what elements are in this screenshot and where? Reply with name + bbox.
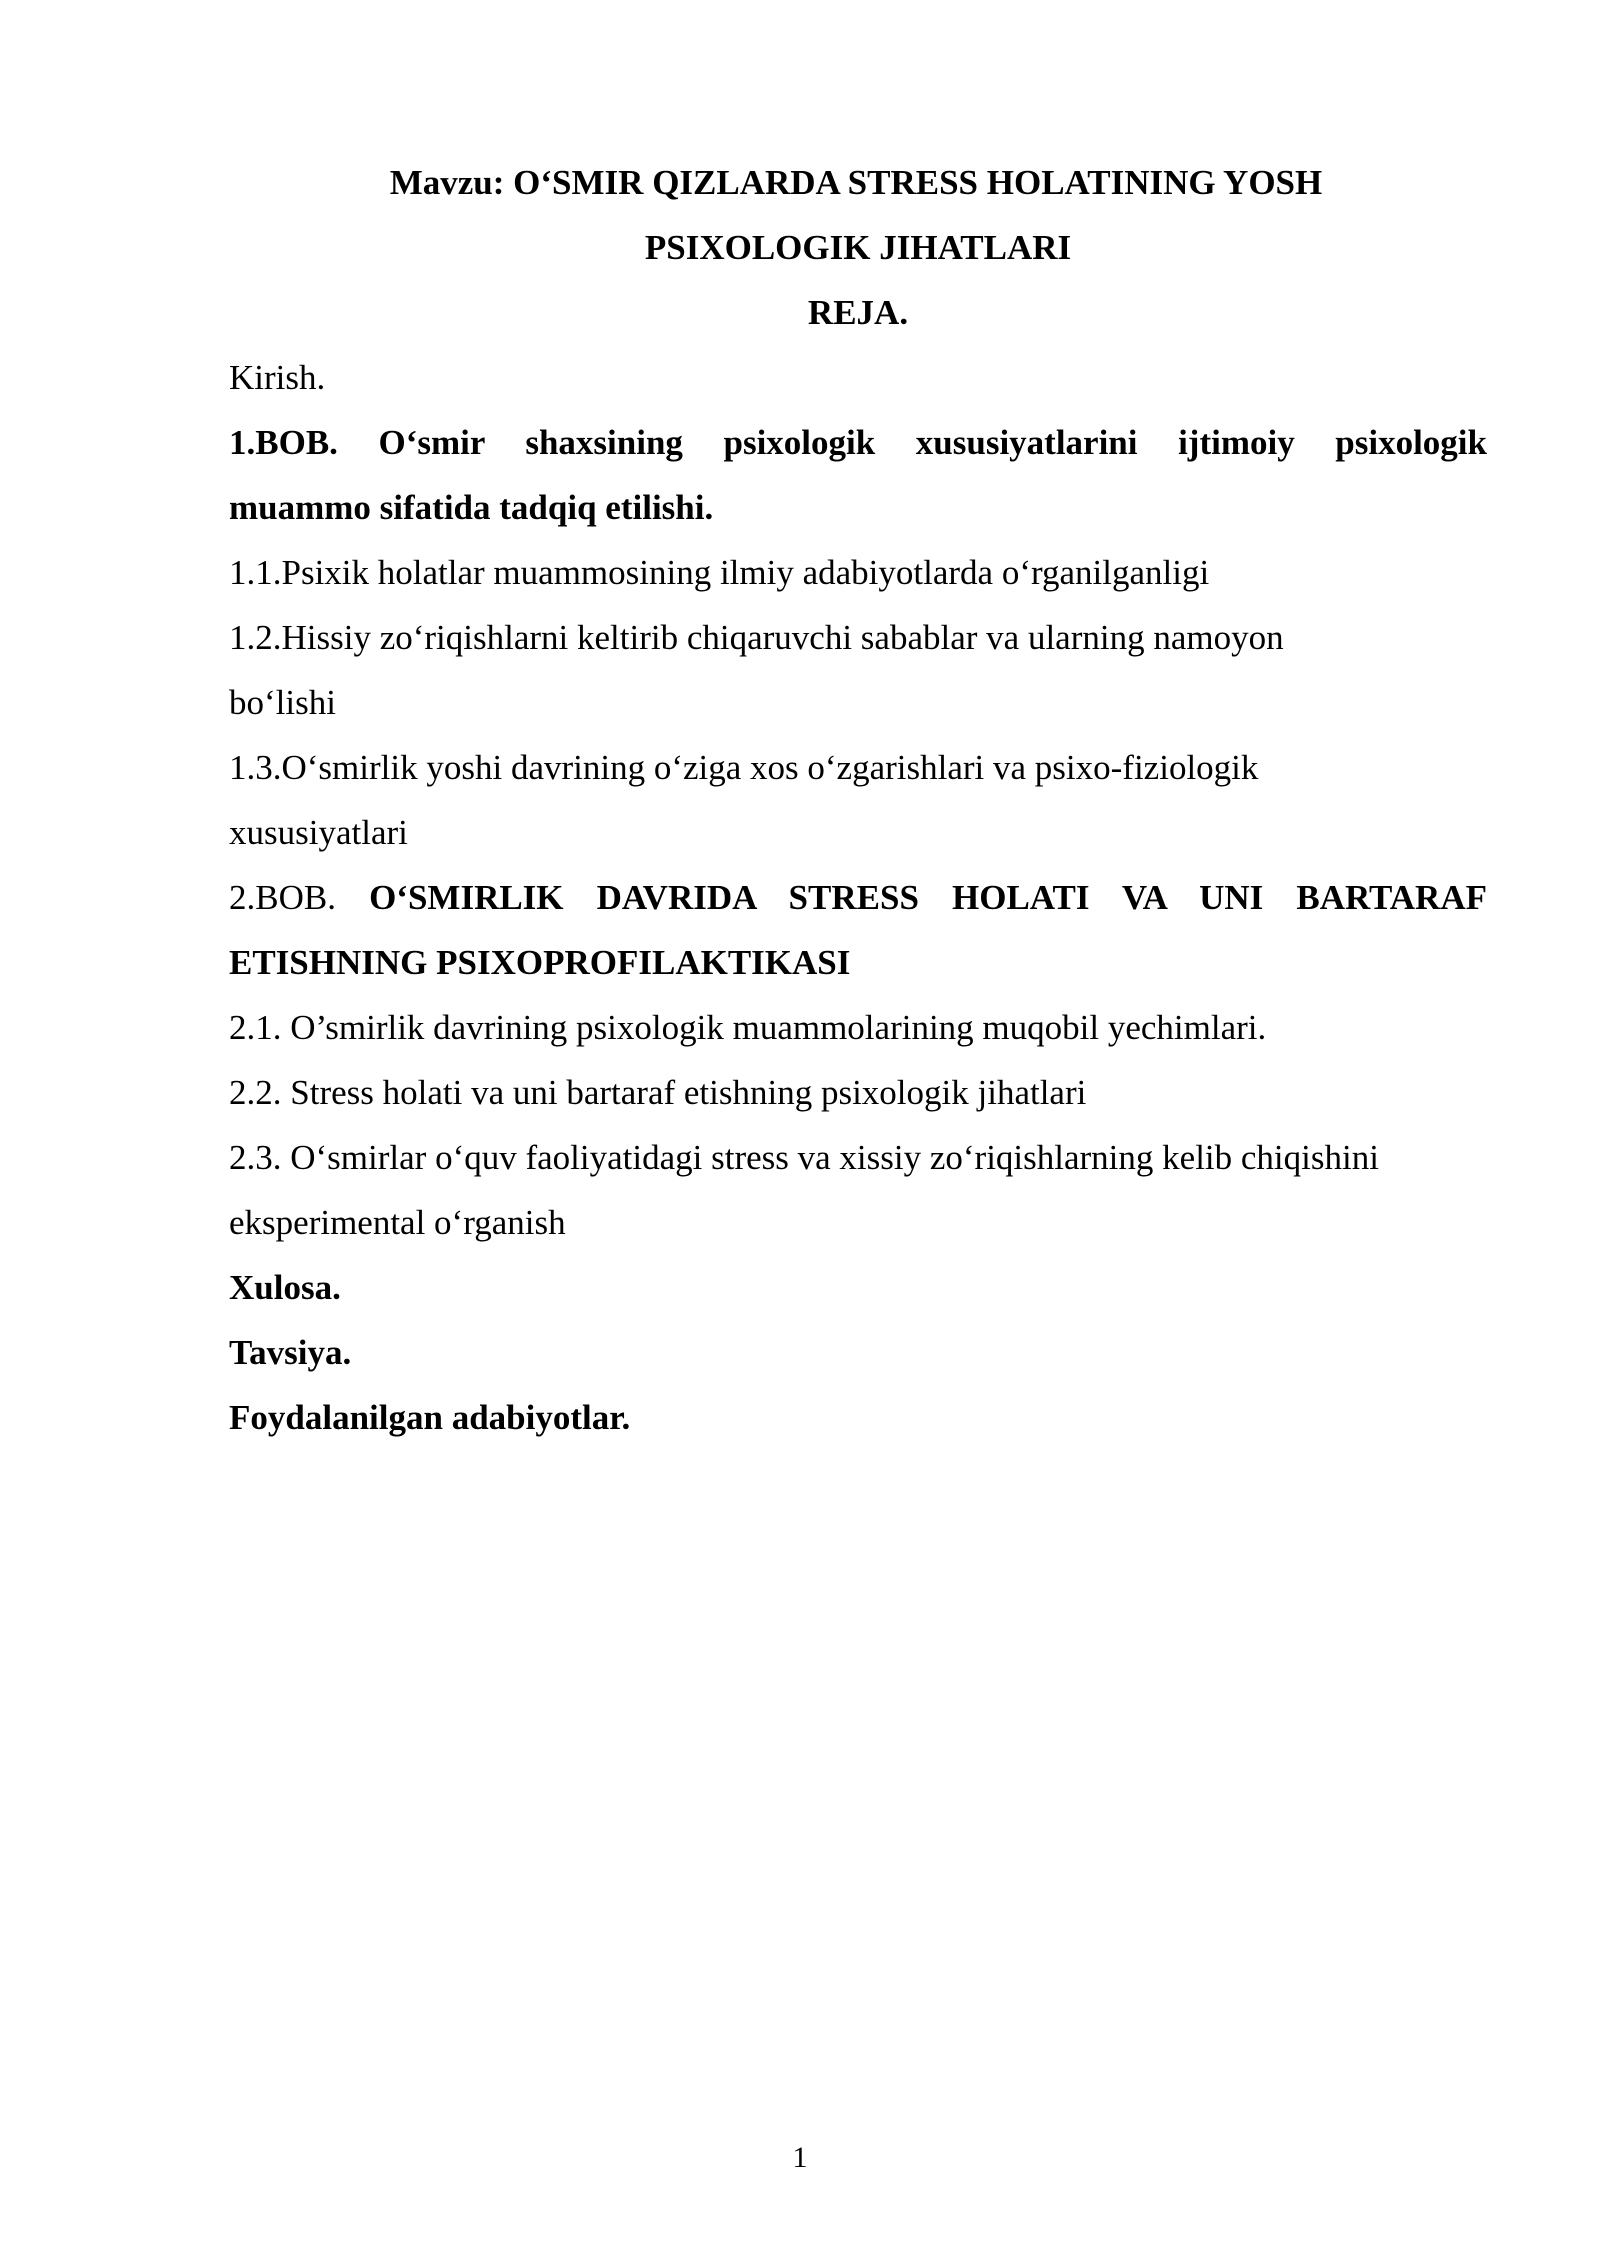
toc-chapter-1-line-1: 1.BOB. O‘smir shaxsining psixologik xususiyatlarini ijtimoiy psixologik: [229, 423, 1487, 462]
toc-conclusion: Xulosa.: [229, 1268, 341, 1307]
toc-recommendation: Tavsiya.: [229, 1333, 352, 1372]
toc-chapter-2-title: O‘SMIRLIK DAVRIDA STRESS HOLATI VA UNI BARTARAF: [369, 878, 1487, 917]
toc-section-2-1: 2.1. O’smirlik davrining psixologik muammolarining muqobil yechimlari.: [229, 1008, 1267, 1047]
toc-section-1-3-line-1: 1.3.O‘smirlik yoshi davrining o‘ziga xos o‘zgarishlari va psixo-fiziologik: [229, 748, 1259, 787]
toc-introduction: Kirish.: [229, 358, 326, 397]
toc-section-1-2-line-1: 1.2.Hissiy zo‘riqishlarni keltirib chiqaruvchi sabablar va ularning namoyon: [229, 618, 1284, 657]
toc-chapter-2-prefix: 2.BOB.: [229, 878, 370, 917]
toc-section-1-2-line-2: bo‘lishi: [229, 683, 336, 722]
toc-section-2-3-line-1: 2.3. O‘smirlar o‘quv faoliyatidagi stress va xissiy zo‘riqishlarning kelib chiqishini: [229, 1138, 1379, 1177]
toc-section-1-3-line-2: xususiyatlari: [229, 813, 408, 852]
document-title-line-1: Mavzu: O‘SMIR QIZLARDA STRESS HOLATINING YOSH: [389, 163, 1323, 202]
toc-section-2-2: 2.2. Stress holati va uni bartaraf etishning psixologik jihatlari: [229, 1073, 1087, 1112]
toc-chapter-2-line-2: ETISHNING PSIXOPROFILAKTIKASI: [229, 943, 851, 982]
toc-references: Foydalanilgan adabiyotlar.: [229, 1398, 631, 1437]
page-number: 1: [792, 2141, 808, 2174]
toc-chapter-1-line-2: muammo sifatida tadqiq etilishi.: [229, 488, 714, 527]
toc-section-1-1: 1.1.Psixik holatlar muammosining ilmiy adabiyotlarda o‘rganilganligi: [229, 553, 1210, 592]
document-body: [229, 150, 1487, 1450]
toc-section-2-3-line-2: eksperimental o‘rganish: [229, 1203, 566, 1242]
document-title-line-2: PSIXOLOGIK JIHATLARI: [644, 228, 1072, 267]
plan-heading: REJA.: [807, 293, 909, 332]
toc-chapter-2-line-1: [229, 865, 1487, 930]
